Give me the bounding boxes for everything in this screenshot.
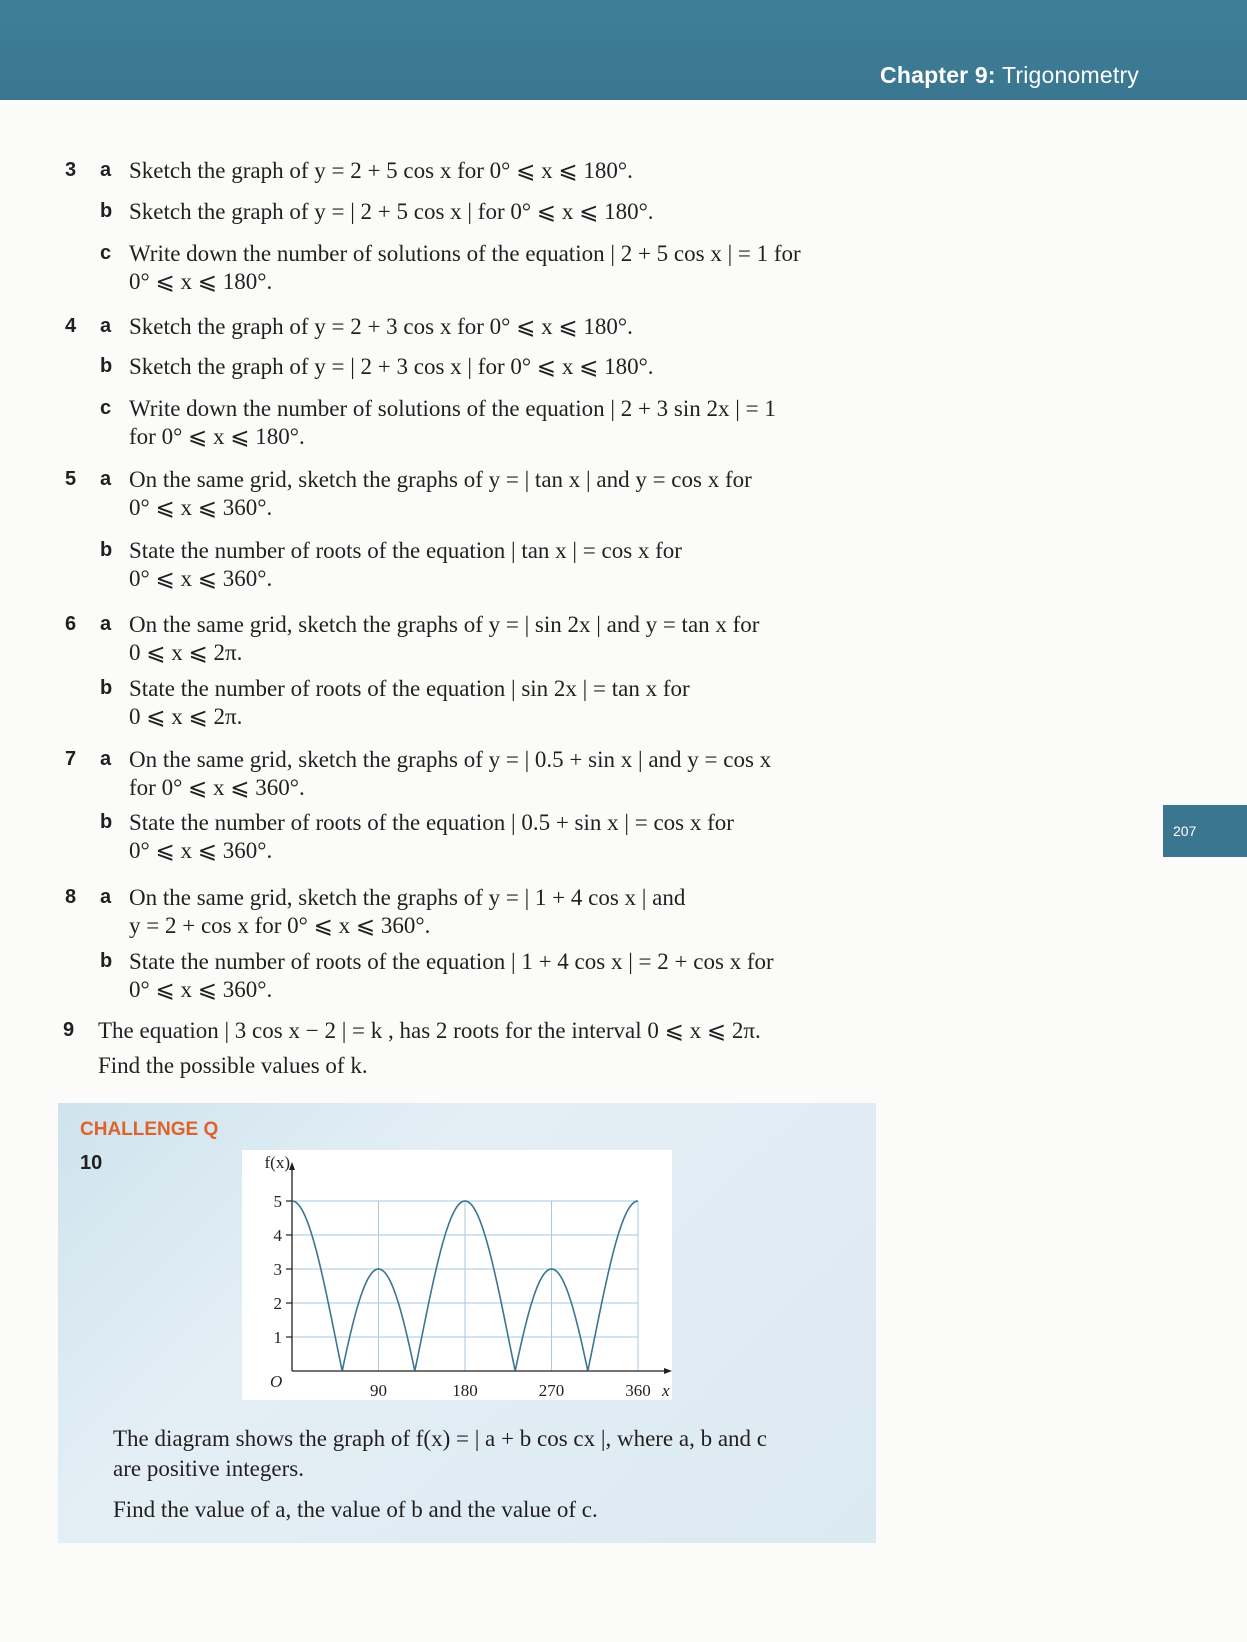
part-letter: c: [100, 242, 112, 264]
origin-label: O: [270, 1372, 283, 1391]
y-tick-label: 5: [273, 1192, 282, 1211]
question-text-line: State the number of roots of the equation | tan x | = cos x for: [129, 538, 682, 563]
question-text-line: 0 ⩽ x ⩽ 2π.: [129, 640, 243, 665]
question-text-line: Sketch the graph of y = | 2 + 3 cos x | for 0° ⩽ x ⩽ 180°.: [129, 354, 654, 379]
question-text-line: Find the possible values of k.: [98, 1053, 368, 1078]
challenge-question-number: 10: [80, 1152, 103, 1174]
page-number: 207: [1173, 823, 1197, 839]
part-letter: b: [100, 539, 113, 561]
question-text-line: 0 ⩽ x ⩽ 2π.: [129, 704, 243, 729]
function-graph: [242, 1150, 672, 1400]
question-text-line: for 0° ⩽ x ⩽ 180°.: [129, 424, 305, 449]
question-text-line: 0° ⩽ x ⩽ 360°.: [129, 495, 273, 520]
x-tick-label: 180: [452, 1381, 478, 1400]
part-letter: b: [100, 677, 113, 699]
part-letter: a: [100, 315, 112, 337]
question-number: 9: [63, 1019, 75, 1041]
challenge-text-line-1: The diagram shows the graph of f(x) = | a + b cos cx |, where a, b and c: [113, 1426, 768, 1451]
part-letter: a: [100, 159, 112, 181]
question-number: 4: [65, 315, 77, 337]
x-tick-label: 270: [538, 1381, 565, 1400]
question-text-line: Write down the number of solutions of the equation | 2 + 5 cos x | = 1 for: [129, 241, 801, 266]
y-tick-label: 3: [273, 1260, 282, 1279]
question-text-line: On the same grid, sketch the graphs of y = | 0.5 + sin x | and y = cos x: [129, 747, 772, 772]
question-text-line: State the number of roots of the equation | 0.5 + sin x | = cos x for: [129, 810, 734, 835]
y-axis-label: f(x): [264, 1153, 290, 1172]
question-text-line: 0° ⩽ x ⩽ 360°.: [129, 838, 273, 863]
question-number: 5: [65, 468, 77, 490]
x-axis-label: x: [662, 1381, 670, 1400]
part-letter: b: [100, 355, 113, 377]
chapter-heading: [880, 62, 1139, 89]
question-number: 6: [65, 613, 77, 635]
x-tick-label: 360: [625, 1381, 651, 1400]
challenge-text-line-2: are positive integers.: [113, 1456, 304, 1481]
part-letter: a: [100, 613, 112, 635]
y-tick-label: 1: [273, 1328, 282, 1347]
part-letter: a: [100, 468, 112, 490]
question-text-line: y = 2 + cos x for 0° ⩽ x ⩽ 360°.: [129, 913, 431, 938]
question-number: 7: [65, 748, 77, 770]
part-letter: b: [100, 200, 113, 222]
question-text-line: Write down the number of solutions of the equation | 2 + 3 sin 2x | = 1: [129, 396, 776, 421]
y-tick-label: 2: [273, 1294, 282, 1313]
chapter-title: Trigonometry: [1001, 62, 1139, 88]
x-tick-label: 90: [370, 1381, 387, 1400]
question-number: 3: [65, 159, 77, 181]
part-letter: a: [100, 886, 112, 908]
question-text-line: for 0° ⩽ x ⩽ 360°.: [129, 775, 305, 800]
question-text-line: On the same grid, sketch the graphs of y = | tan x | and y = cos x for: [129, 467, 752, 492]
part-letter: b: [100, 811, 113, 833]
question-text-line: Sketch the graph of y = 2 + 5 cos x for 0° ⩽ x ⩽ 180°.: [129, 158, 633, 183]
question-number: 8: [65, 886, 77, 908]
challenge-text-line-3: Find the value of a, the value of b and the value of c.: [113, 1497, 598, 1522]
question-text-line: State the number of roots of the equation | sin 2x | = tan x for: [129, 676, 690, 701]
question-text-line: State the number of roots of the equation | 1 + 4 cos x | = 2 + cos x for: [129, 949, 774, 974]
chapter-label: Chapter 9:: [880, 62, 996, 88]
y-tick-label: 4: [273, 1226, 282, 1245]
question-text-line: 0° ⩽ x ⩽ 360°.: [129, 566, 273, 591]
question-text-line: Sketch the graph of y = 2 + 3 cos x for 0° ⩽ x ⩽ 180°.: [129, 314, 633, 339]
part-letter: b: [100, 950, 113, 972]
part-letter: a: [100, 748, 112, 770]
question-text-line: On the same grid, sketch the graphs of y = | 1 + 4 cos x | and: [129, 885, 686, 910]
question-text-line: 0° ⩽ x ⩽ 360°.: [129, 977, 273, 1002]
part-letter: c: [100, 397, 112, 419]
question-text-line: 0° ⩽ x ⩽ 180°.: [129, 269, 273, 294]
question-text-line: On the same grid, sketch the graphs of y = | sin 2x | and y = tan x for: [129, 612, 760, 637]
chapter-banner: [0, 0, 1247, 100]
question-text-line: Sketch the graph of y = | 2 + 5 cos x | for 0° ⩽ x ⩽ 180°.: [129, 199, 654, 224]
question-text-line: The equation | 3 cos x − 2 | = k , has 2 roots for the interval 0 ⩽ x ⩽ 2π.: [98, 1018, 761, 1043]
challenge-label: CHALLENGE Q: [80, 1119, 219, 1140]
page-number-tab: [1163, 805, 1247, 857]
